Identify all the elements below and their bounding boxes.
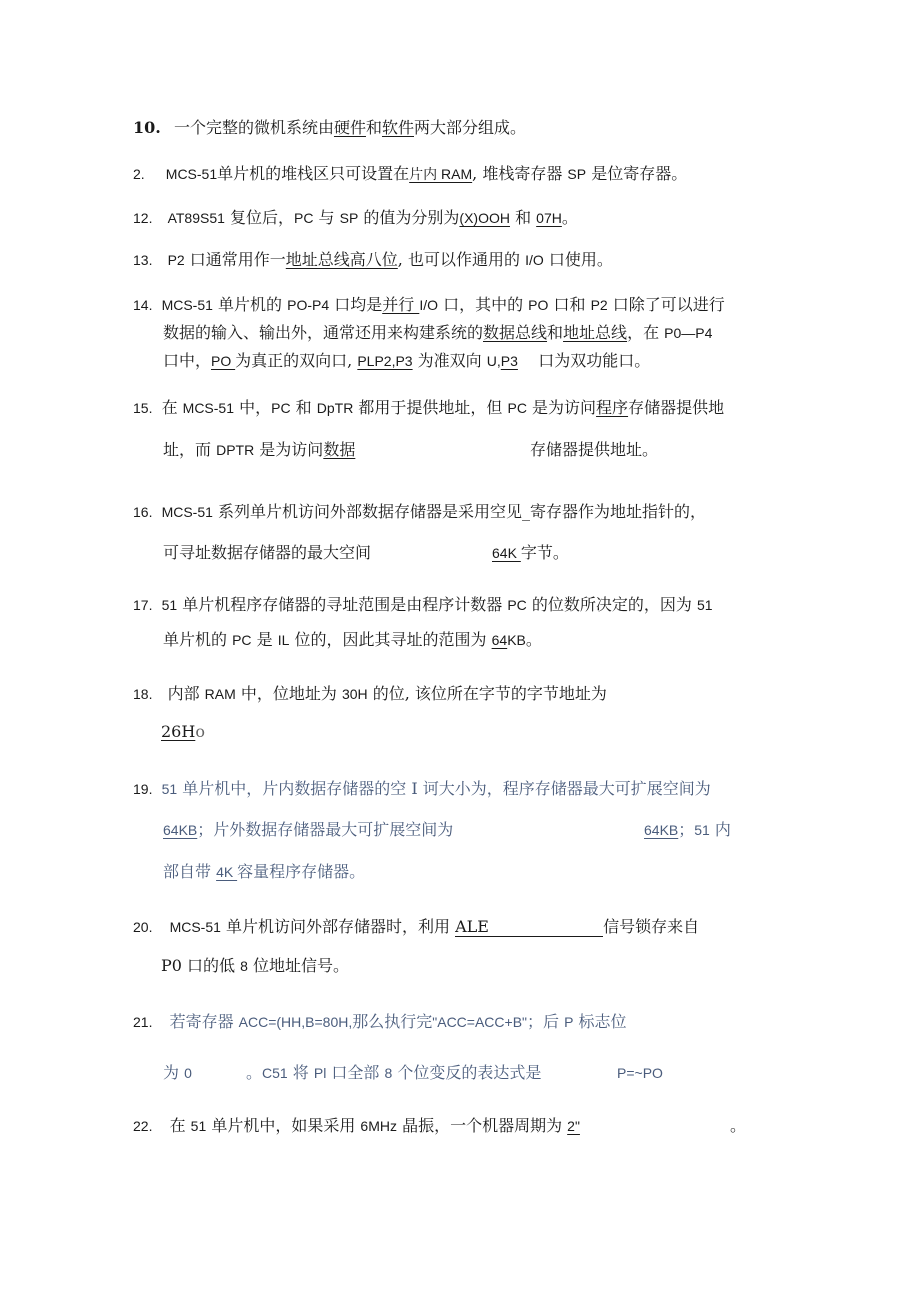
item-number: 19. (133, 781, 153, 797)
item-20-line-2: P0 口的低 8 位地址信号。 (161, 956, 350, 975)
item-10: 10. 一个完整的微机系统由硬件和软件两大部分组成。 (133, 118, 527, 137)
item-15-line-2: 址，而 DPTR 是为访问数据 (163, 440, 356, 459)
item-12: 12. AT89S51 复位后，PC 与 SP 的值为分别为(X)OOH 和 07H。 (133, 208, 578, 227)
item-17-line-2: 单片机的 PC 是 IL 位的，因此其寻址的范围为 64KB。 (163, 630, 542, 649)
item-number: 12. (133, 210, 153, 226)
item-21: 21. 若寄存器 ACC=(HH,B=80H,那么执行完"ACC=ACC+B"；后 P 标志位 (133, 1012, 627, 1031)
item-19-line-2: 64KB；片外数据存储器最大可扩展空间为 (163, 820, 454, 839)
item-2: 2. MCS-51单片机的堆栈区只可设置在片内 RAM, 堆栈寄存器 SP 是位寄存器。 (133, 164, 688, 183)
item-17: 17. 51 单片机程序存储器的寻址范围是由程序计数器 PC 的位数所决定的，因为 51 (133, 595, 713, 614)
item-22-tail: 。 (730, 1116, 747, 1135)
item-15-line-2-tail: 存储器提供地址。 (530, 440, 659, 459)
item-number: 13. (133, 252, 153, 268)
item-15: 15. 在 MCS-51 中，PC 和 DpTR 都用于提供地址，但 PC 是为访问程序存储器提供地 (133, 398, 725, 417)
item-number: 22. (133, 1118, 153, 1134)
item-19: 19. 51 单片机中，片内数据存储器的空 I 诃大小为，程序存储器最大可扩展空间为 (133, 779, 711, 798)
item-number: 18. (133, 686, 153, 702)
item-19-line-2-tail: 64KB；51 内 (644, 820, 731, 839)
item-number: 17. (133, 597, 153, 613)
item-18-line-2: 26Ho (161, 722, 205, 741)
item-number: 14. (133, 297, 153, 313)
item-number: 2. (133, 166, 145, 182)
item-14-line-2: 数据的输入、输出外，通常还用来构建系统的数据总线和地址总线，在 P0—P4 (163, 323, 713, 342)
item-20: 20. MCS-51 单片机访问外部存储器时，利用 ALE 信号锁存来自 (133, 917, 700, 936)
item-16-line-2: 可寻址数据存储器的最大空间 (163, 543, 372, 562)
item-18: 18. 内部 RAM 中，位地址为 30H 的位, 该位所在字节的字节地址为 (133, 684, 607, 703)
item-16-line-2-tail: 64K 字节。 (492, 543, 569, 562)
item-number: 21. (133, 1014, 153, 1030)
item-21-line-2: 为 0 (163, 1063, 192, 1082)
item-14-line-3: 口中，PO 为真正的双向口, PLP2,P3 为准双向 U,P3 口为双功能口。 (163, 351, 651, 370)
item-19-line-3: 部自带 4K 容量程序存储器。 (163, 862, 366, 881)
item-number: 10. (133, 118, 161, 137)
item-number: 15. (133, 400, 153, 416)
item-16: 16. MCS-51 系列单片机访问外部数据存储器是采用空见_寄存器作为地址指针的， (133, 502, 707, 521)
item-14: 14. MCS-51 单片机的 PO-P4 口均是并行 I/O 口，其中的 PO 口和 P2 口除了可以进行 (133, 295, 725, 314)
item-number: 20. (133, 919, 153, 935)
item-13: 13. P2 口通常用作一地址总线高八位, 也可以作通用的 I/O 口使用。 (133, 250, 613, 269)
item-number: 16. (133, 504, 153, 520)
item-21-line-2-mid: 。C51 将 Pl 口全部 8 个位变反的表达式是 (246, 1063, 542, 1082)
item-22: 22. 在 51 单片机中，如果采用 6MHz 晶振，一个机器周期为 2" (133, 1116, 580, 1135)
item-21-line-2-tail: P=~PO (617, 1065, 663, 1081)
